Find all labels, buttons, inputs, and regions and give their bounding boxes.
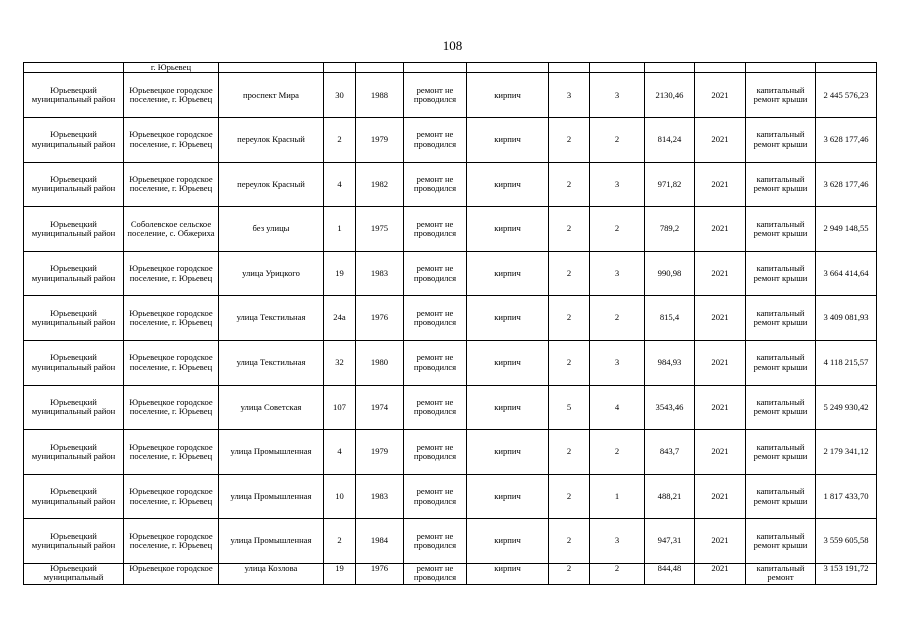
cell-work: капитальный ремонт крыши	[746, 296, 816, 341]
cell-floors: 3	[549, 73, 590, 118]
cell-year	[356, 63, 404, 73]
cell-settlement: г. Юрьевец	[124, 63, 219, 73]
cell-street: улица Козлова	[219, 563, 324, 584]
cell-work: капитальный ремонт крыши	[746, 118, 816, 163]
cell-material: кирпич	[467, 73, 549, 118]
cell-street: улица Советская	[219, 385, 324, 430]
cell-year: 1976	[356, 563, 404, 584]
cell-year: 1984	[356, 519, 404, 564]
cell-floors: 2	[549, 207, 590, 252]
cell-floors: 5	[549, 385, 590, 430]
cell-district: Юрьевецкий муниципальный район	[24, 251, 124, 296]
cell-material: кирпич	[467, 251, 549, 296]
cell-floors: 2	[549, 474, 590, 519]
cell-material: кирпич	[467, 340, 549, 385]
cell-entrances: 2	[590, 296, 645, 341]
cell-year: 1976	[356, 296, 404, 341]
cell-settlement: Юрьевецкое городское поселение, г. Юрьевец	[124, 73, 219, 118]
cell-settlement: Юрьевецкое городское поселение, г. Юрьевец	[124, 251, 219, 296]
cell-plan-year	[695, 63, 746, 73]
cell-plan-year: 2021	[695, 563, 746, 584]
table-row	[24, 251, 877, 296]
cell-floors	[549, 63, 590, 73]
cell-house: 107	[324, 385, 356, 430]
cell-material: кирпич	[467, 296, 549, 341]
cell-repair: ремонт не проводился	[404, 430, 467, 475]
cell-floors: 2	[549, 340, 590, 385]
cell-street: переулок Красный	[219, 118, 324, 163]
table-row	[24, 385, 877, 430]
cell-cost	[816, 63, 877, 73]
cell-floors: 2	[549, 519, 590, 564]
cell-repair: ремонт не проводился	[404, 207, 467, 252]
cell-work: капитальный ремонт крыши	[746, 251, 816, 296]
cell-area: 984,93	[645, 340, 695, 385]
cell-entrances: 1	[590, 474, 645, 519]
cell-entrances: 3	[590, 251, 645, 296]
cell-work: капитальный ремонт крыши	[746, 474, 816, 519]
cell-house: 19	[324, 251, 356, 296]
cell-district: Юрьевецкий муниципальный район	[24, 519, 124, 564]
cell-cost: 3 559 605,58	[816, 519, 877, 564]
cell-plan-year: 2021	[695, 73, 746, 118]
cell-area: 789,2	[645, 207, 695, 252]
cell-material: кирпич	[467, 162, 549, 207]
cell-cost: 3 628 177,46	[816, 162, 877, 207]
cell-year: 1983	[356, 474, 404, 519]
table-row	[24, 207, 877, 252]
cell-entrances: 2	[590, 118, 645, 163]
cell-cost: 2 949 148,55	[816, 207, 877, 252]
table-row	[24, 340, 877, 385]
cell-cost: 3 628 177,46	[816, 118, 877, 163]
cell-plan-year: 2021	[695, 162, 746, 207]
cell-year: 1979	[356, 430, 404, 475]
cell-district: Юрьевецкий муниципальный район	[24, 340, 124, 385]
cell-plan-year: 2021	[695, 519, 746, 564]
cell-floors: 2	[549, 118, 590, 163]
cell-repair: ремонт не проводился	[404, 340, 467, 385]
cell-district: Юрьевецкий муниципальный район	[24, 207, 124, 252]
cell-work: капитальный ремонт крыши	[746, 162, 816, 207]
cell-repair: ремонт не проводился	[404, 118, 467, 163]
cell-cost: 3 664 414,64	[816, 251, 877, 296]
cell-settlement: Юрьевецкое городское поселение, г. Юрьевец	[124, 474, 219, 519]
cell-year: 1982	[356, 162, 404, 207]
cell-year: 1979	[356, 118, 404, 163]
table-row	[24, 118, 877, 163]
table-row	[24, 296, 877, 341]
cell-street: улица Промышленная	[219, 474, 324, 519]
cell-entrances: 3	[590, 340, 645, 385]
cell-area: 3543,46	[645, 385, 695, 430]
cell-repair	[404, 63, 467, 73]
cell-house: 1	[324, 207, 356, 252]
table-row	[24, 162, 877, 207]
cell-entrances: 3	[590, 162, 645, 207]
cell-street: проспект Мира	[219, 73, 324, 118]
cell-repair: ремонт не проводился	[404, 162, 467, 207]
cell-entrances: 2	[590, 563, 645, 584]
cell-area: 971,82	[645, 162, 695, 207]
cell-plan-year: 2021	[695, 385, 746, 430]
cell-district: Юрьевецкий муниципальный район	[24, 118, 124, 163]
cell-settlement: Соболевское сельское поселение, с. Обжериха	[124, 207, 219, 252]
cell-material: кирпич	[467, 385, 549, 430]
cell-street: переулок Красный	[219, 162, 324, 207]
cell-repair: ремонт не проводился	[404, 296, 467, 341]
cell-repair: ремонт не проводился	[404, 73, 467, 118]
cell-work	[746, 63, 816, 73]
cell-repair: ремонт не проводился	[404, 519, 467, 564]
cell-cost: 3 409 081,93	[816, 296, 877, 341]
cell-floors: 2	[549, 563, 590, 584]
cell-floors: 2	[549, 430, 590, 475]
table-body	[24, 63, 877, 585]
cell-floors: 2	[549, 162, 590, 207]
page-number: 108	[442, 38, 463, 53]
cell-settlement: Юрьевецкое городское поселение, г. Юрьевец	[124, 519, 219, 564]
cell-material	[467, 63, 549, 73]
cell-year: 1980	[356, 340, 404, 385]
cell-plan-year: 2021	[695, 207, 746, 252]
cell-settlement: Юрьевецкое городское поселение, г. Юрьевец	[124, 430, 219, 475]
cell-house: 10	[324, 474, 356, 519]
cell-repair: ремонт не проводился	[404, 563, 467, 584]
cell-plan-year: 2021	[695, 430, 746, 475]
cell-work: капитальный ремонт крыши	[746, 519, 816, 564]
cell-house: 4	[324, 430, 356, 475]
table-row-continued	[24, 63, 877, 73]
cell-settlement: Юрьевецкое городское поселение, г. Юрьевец	[124, 118, 219, 163]
cell-district	[24, 63, 124, 73]
cell-house: 4	[324, 162, 356, 207]
cell-cost: 2 445 576,23	[816, 73, 877, 118]
cell-plan-year: 2021	[695, 118, 746, 163]
cell-work: капитальный ремонт крыши	[746, 73, 816, 118]
cell-material: кирпич	[467, 207, 549, 252]
table-row	[24, 73, 877, 118]
cell-street: улица Промышленная	[219, 430, 324, 475]
cell-district: Юрьевецкий муниципальный район	[24, 430, 124, 475]
cell-district: Юрьевецкий муниципальный район	[24, 162, 124, 207]
cell-repair: ремонт не проводился	[404, 251, 467, 296]
cell-year: 1975	[356, 207, 404, 252]
cell-work: капитальный ремонт крыши	[746, 385, 816, 430]
cell-entrances: 3	[590, 519, 645, 564]
cell-cost: 5 249 930,42	[816, 385, 877, 430]
cell-settlement: Юрьевецкое городское поселение, г. Юрьевец	[124, 385, 219, 430]
cell-street: улица Промышленная	[219, 519, 324, 564]
cell-cost: 3 153 191,72	[816, 563, 877, 584]
cell-district: Юрьевецкий муниципальный район	[24, 474, 124, 519]
table-row	[24, 563, 877, 584]
cell-street: улица Урицкого	[219, 251, 324, 296]
cell-area: 990,98	[645, 251, 695, 296]
cell-material: кирпич	[467, 118, 549, 163]
cell-area: 843,7	[645, 430, 695, 475]
cell-entrances: 2	[590, 430, 645, 475]
cell-area: 815,4	[645, 296, 695, 341]
cell-street: улица Текстильная	[219, 296, 324, 341]
cell-plan-year: 2021	[695, 251, 746, 296]
cell-house: 30	[324, 73, 356, 118]
cell-floors: 2	[549, 296, 590, 341]
cell-entrances	[590, 63, 645, 73]
cell-district: Юрьевецкий муниципальный район	[24, 73, 124, 118]
cell-area: 814,24	[645, 118, 695, 163]
table-row	[24, 430, 877, 475]
cell-house: 2	[324, 519, 356, 564]
cell-material: кирпич	[467, 474, 549, 519]
cell-plan-year: 2021	[695, 474, 746, 519]
cell-street: улица Текстильная	[219, 340, 324, 385]
cell-house	[324, 63, 356, 73]
cell-area: 2130,46	[645, 73, 695, 118]
cell-entrances: 4	[590, 385, 645, 430]
cell-area: 947,31	[645, 519, 695, 564]
cell-district: Юрьевецкий муниципальный	[24, 563, 124, 584]
cell-settlement: Юрьевецкое городское поселение, г. Юрьевец	[124, 296, 219, 341]
cell-work: капитальный ремонт крыши	[746, 207, 816, 252]
cell-entrances: 2	[590, 207, 645, 252]
cell-year: 1974	[356, 385, 404, 430]
cell-plan-year: 2021	[695, 340, 746, 385]
cell-work: капитальный ремонт	[746, 563, 816, 584]
cell-repair: ремонт не проводился	[404, 385, 467, 430]
cell-material: кирпич	[467, 430, 549, 475]
cell-plan-year: 2021	[695, 296, 746, 341]
cell-settlement: Юрьевецкое городское	[124, 563, 219, 584]
cell-cost: 4 118 215,57	[816, 340, 877, 385]
cell-cost: 2 179 341,12	[816, 430, 877, 475]
cell-settlement: Юрьевецкое городское поселение, г. Юрьевец	[124, 162, 219, 207]
cell-year: 1988	[356, 73, 404, 118]
cell-repair: ремонт не проводился	[404, 474, 467, 519]
cell-material: кирпич	[467, 563, 549, 584]
cell-work: капитальный ремонт крыши	[746, 430, 816, 475]
cell-area: 488,21	[645, 474, 695, 519]
table-row	[24, 474, 877, 519]
cell-house: 32	[324, 340, 356, 385]
table-row	[24, 519, 877, 564]
cell-work: капитальный ремонт крыши	[746, 340, 816, 385]
cell-cost: 1 817 433,70	[816, 474, 877, 519]
cell-settlement: Юрьевецкое городское поселение, г. Юрьевец	[124, 340, 219, 385]
cell-district: Юрьевецкий муниципальный район	[24, 296, 124, 341]
cell-floors: 2	[549, 251, 590, 296]
cell-year: 1983	[356, 251, 404, 296]
cell-house: 19	[324, 563, 356, 584]
cell-street	[219, 63, 324, 73]
cell-street: без улицы	[219, 207, 324, 252]
cell-material: кирпич	[467, 519, 549, 564]
cell-house: 2	[324, 118, 356, 163]
cell-house: 24а	[324, 296, 356, 341]
cell-area: 844,48	[645, 563, 695, 584]
cell-area	[645, 63, 695, 73]
cell-district: Юрьевецкий муниципальный район	[24, 385, 124, 430]
cell-entrances: 3	[590, 73, 645, 118]
housing-repair-table	[23, 62, 877, 585]
